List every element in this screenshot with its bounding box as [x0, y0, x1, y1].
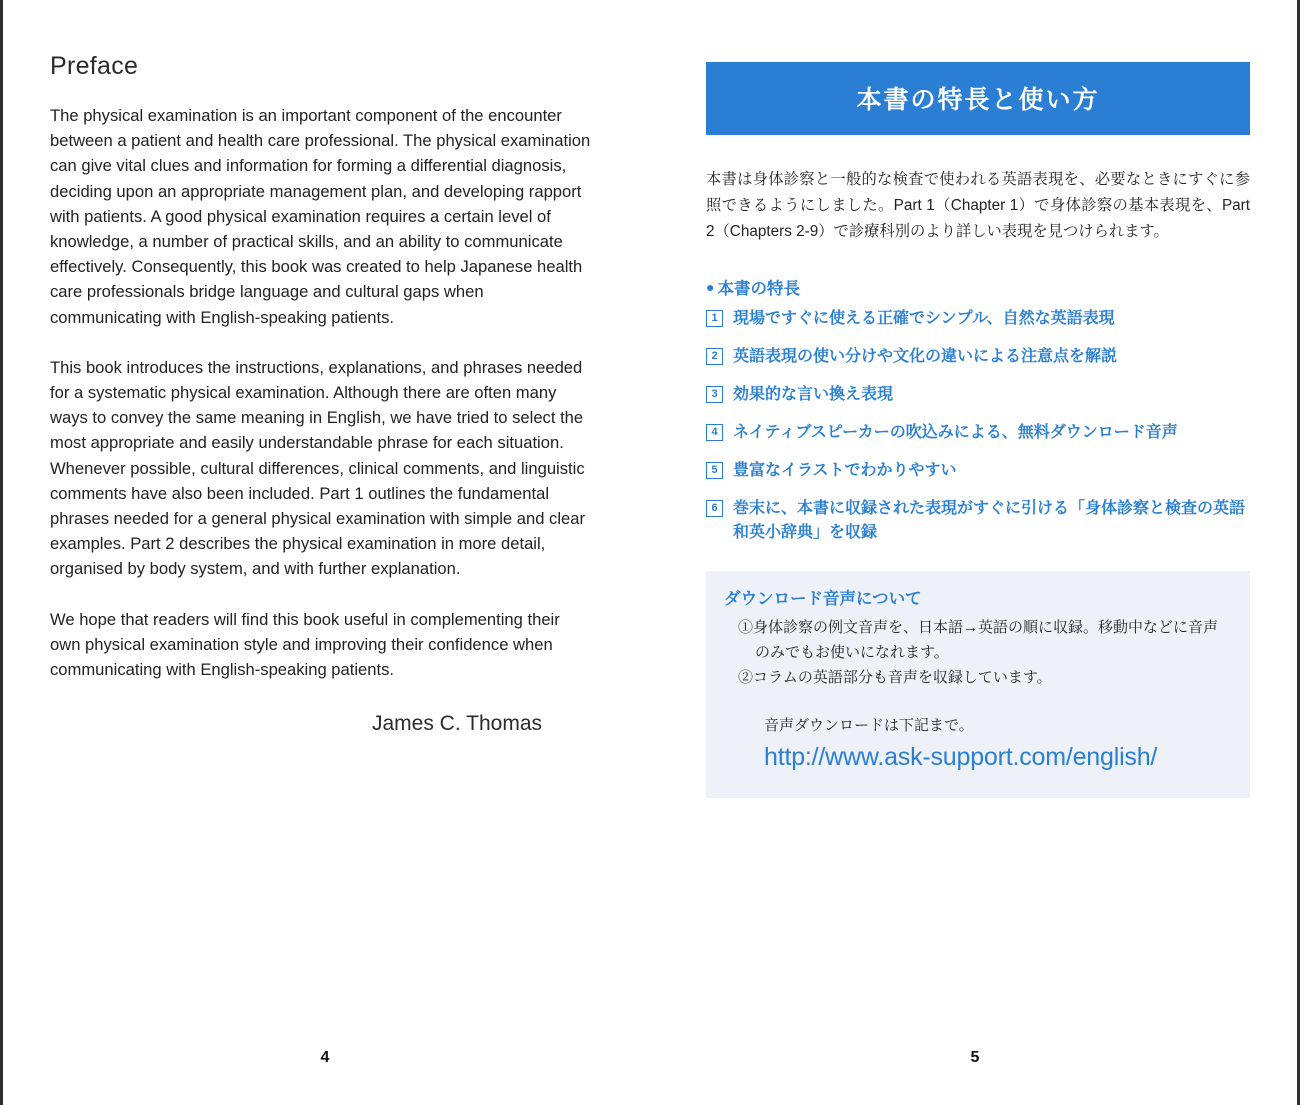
list-item-label: 効果的な言い換え表現: [733, 386, 894, 403]
list-item: [706, 421, 1250, 445]
preface-paragraph-2: This book introduces the instructions, explanations, and phrases needed for a systematic physical examination. Although there are often many ways to convey the same meaning in English, we have tried to select the most appropriate and easily understandable phrase for each situation. Whenever possible, cultural differences, clinical comments, and linguistic comments have also been included. Part 1 outlines the fundamental phrases needed for a general physical examination with simple and clear examples. Part 2 describes the physical examination in more detail, organised by body system, and with further explanation.: [50, 357, 585, 579]
intro-paragraph: 本書は身体診察と一般的な検査で使われる英語表現を、必要なときにすぐに参照できるようにしました。Part 1（Chapter 1）で身体診察の基本表現を、Part 2（Chapters 2-9）で診療科別のより詳しい表現を見つけられます。: [706, 171, 1250, 240]
download-info-box: [706, 571, 1250, 798]
features-list: [706, 307, 1250, 545]
page-number-right: 5: [970, 1049, 980, 1066]
list-number-badge: 5: [706, 462, 723, 479]
list-number-badge: 6: [706, 500, 723, 517]
list-item-label: 巻末に、本書に収録された表現がすぐに引ける「身体診察と検査の英語和英小辞典」を収録: [733, 500, 1246, 541]
download-note: 音声ダウンロードは下記まで。: [764, 717, 974, 734]
list-item: [706, 383, 1250, 407]
page-number-left: 4: [320, 1049, 330, 1066]
page-title: Preface: [50, 52, 139, 80]
list-item-label: ネイティブスピーカーの吹込みによる、無料ダウンロード音声: [733, 424, 1178, 441]
right-page: [650, 0, 1300, 1105]
download-line-2: ②コラムの英語部分も音声を収録しています。: [738, 669, 1052, 686]
list-item-label: 豊富なイラストでわかりやすい: [733, 462, 957, 479]
bullet-dot-icon: ●: [706, 279, 715, 295]
list-number-badge: 3: [706, 386, 723, 403]
list-item-label: 現場ですぐに使える正確でシンプル、自然な英語表現: [733, 310, 1115, 327]
download-box-title: ダウンロード音声について: [724, 590, 922, 608]
features-heading: [706, 275, 1250, 299]
download-url-link[interactable]: http://www.ask-support.com/english/: [764, 743, 1158, 771]
author-signature: James C. Thomas: [372, 712, 542, 736]
list-number-badge: 1: [706, 310, 723, 327]
list-item: [706, 459, 1250, 483]
list-number-badge: 4: [706, 424, 723, 441]
list-number-badge: 2: [706, 348, 723, 365]
list-item: [706, 345, 1250, 369]
features-heading-label: 本書の特長: [717, 280, 800, 298]
preface-paragraph-3: We hope that readers will find this book useful in complementing their own physical examination style and improving their confidence when communicating with English-speaking patients.: [50, 609, 560, 680]
list-item: [706, 497, 1250, 545]
preface-paragraph-1: The physical examination is an important component of the encounter between a patient and health care professional. The physical examination can give vital clues and information for forming a differential diagnosis, deciding upon an appropriate management plan, and developing rapport with patients. A good physical examination requires a certain level of knowledge, a number of practical skills, and an ability to communicate effectively. Consequently, this book was created to help Japanese health care professionals bridge language and cultural gaps when communicating with English-speaking patients.: [50, 106, 591, 327]
list-item: [706, 307, 1250, 331]
download-line-1: ①身体診察の例文音声を、日本語→英語の順に収録。移動中などに音声のみでもお使いになれます。: [738, 619, 1219, 661]
features-banner: 本書の特長と使い方: [706, 62, 1250, 135]
list-item-label: 英語表現の使い分けや文化の違いによる注意点を解説: [733, 348, 1118, 365]
